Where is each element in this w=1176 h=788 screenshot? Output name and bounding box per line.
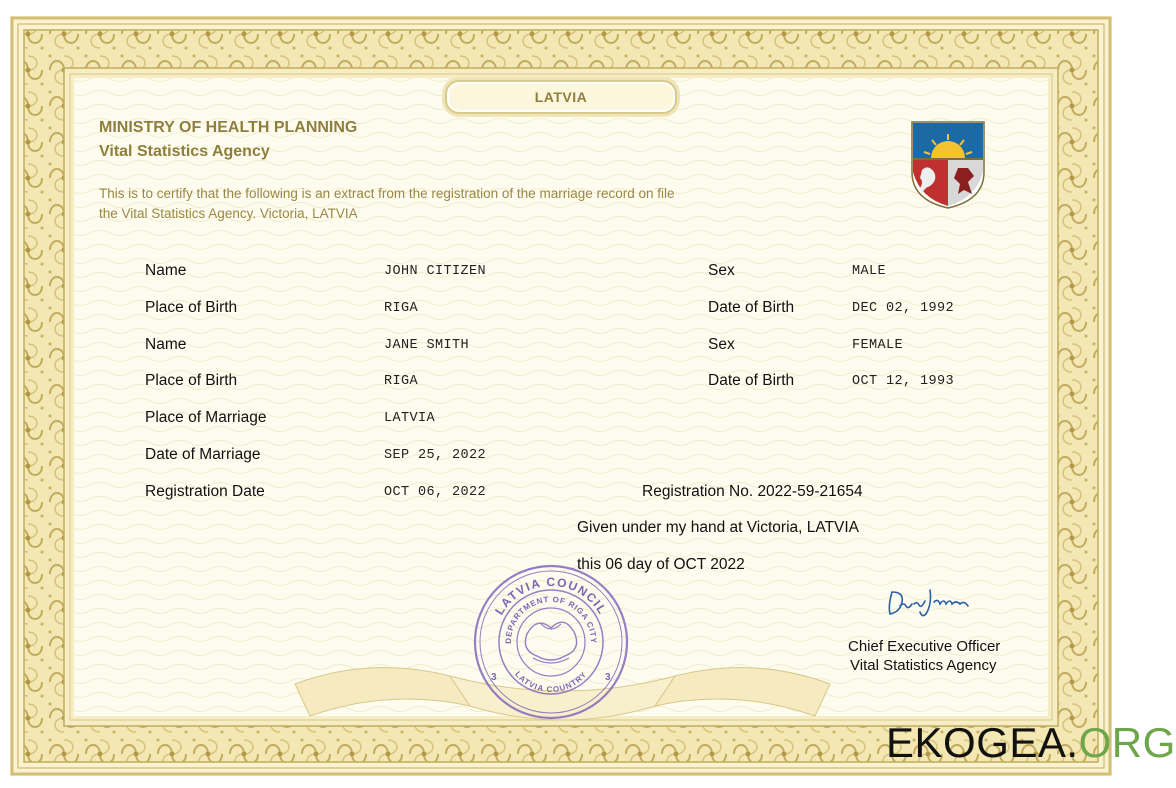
issue-day: this 06 day of OCT 2022 xyxy=(577,556,745,573)
seal-mid-text: DEPARTMENT OF RIGA CITY xyxy=(503,594,599,644)
registration-date-label: Registration Date xyxy=(145,483,265,500)
bride-pob-label: Place of Birth xyxy=(145,372,238,389)
country-title: LATVIA xyxy=(534,89,588,105)
seal-top-text: LATVIA COUNCIL xyxy=(492,574,610,618)
svg-text:LATVIA COUNTRY xyxy=(513,670,589,694)
registration-number: Registration No. 2022-59-21654 xyxy=(642,483,863,500)
agency-name: Vital Statistics Agency xyxy=(99,143,270,160)
signatory-agency: Vital Statistics Agency xyxy=(850,657,997,674)
seal-bottom-text: LATVIA COUNTRY xyxy=(513,669,589,695)
watermark-part-1: EKOGEA. xyxy=(886,719,1079,766)
groom-dob-label: Date of Birth xyxy=(708,299,795,316)
groom-pob-value: RIGA xyxy=(384,301,419,316)
marriage-date-label: Date of Marriage xyxy=(145,446,261,463)
groom-sex-value: MALE xyxy=(852,264,887,279)
marriage-date-value: SEP 25, 2022 xyxy=(384,448,487,463)
groom-sex-label: Sex xyxy=(708,262,735,279)
groom-name-label: Name xyxy=(145,262,187,279)
bride-pob-value: RIGA xyxy=(384,374,419,389)
registration-date-value: OCT 06, 2022 xyxy=(384,485,487,500)
bride-sex-value: FEMALE xyxy=(852,338,904,353)
handwritten-signature xyxy=(880,584,980,620)
country-banner xyxy=(445,80,677,114)
intro-line-1: This is to certify that the following is an extract from the registration of the marriage record on file xyxy=(99,186,675,201)
bride-dob-value: OCT 12, 1993 xyxy=(852,374,955,389)
bride-name-label: Name xyxy=(145,336,187,353)
watermark-logo xyxy=(886,719,1176,766)
seal-left-number: 3 xyxy=(491,672,497,683)
groom-pob-label: Place of Birth xyxy=(145,299,238,316)
intro-line-2: the Vital Statistics Agency. Victoria, LATVIA xyxy=(99,206,358,221)
watermark-part-2: ORG xyxy=(1078,719,1176,766)
coat-of-arms-icon xyxy=(910,120,986,210)
groom-name-value: JOHN CITIZEN xyxy=(384,264,487,279)
marriage-place-label: Place of Marriage xyxy=(145,409,267,426)
official-seal-stamp xyxy=(471,562,631,722)
marriage-place-value: LATVIA xyxy=(384,411,436,426)
ministry-name: MINISTRY OF HEALTH PLANNING xyxy=(99,119,358,136)
bride-dob-label: Date of Birth xyxy=(708,372,795,389)
signatory-title: Chief Executive Officer xyxy=(848,638,1001,655)
bride-name-value: JANE SMITH xyxy=(384,338,470,353)
seal-right-number: 3 xyxy=(605,672,611,683)
given-under-hand: Given under my hand at Victoria, LATVIA xyxy=(577,519,860,536)
certification-statement xyxy=(99,184,759,224)
groom-dob-value: DEC 02, 1992 xyxy=(852,301,955,316)
issuer-block xyxy=(99,116,357,164)
bride-sex-label: Sex xyxy=(708,336,735,353)
